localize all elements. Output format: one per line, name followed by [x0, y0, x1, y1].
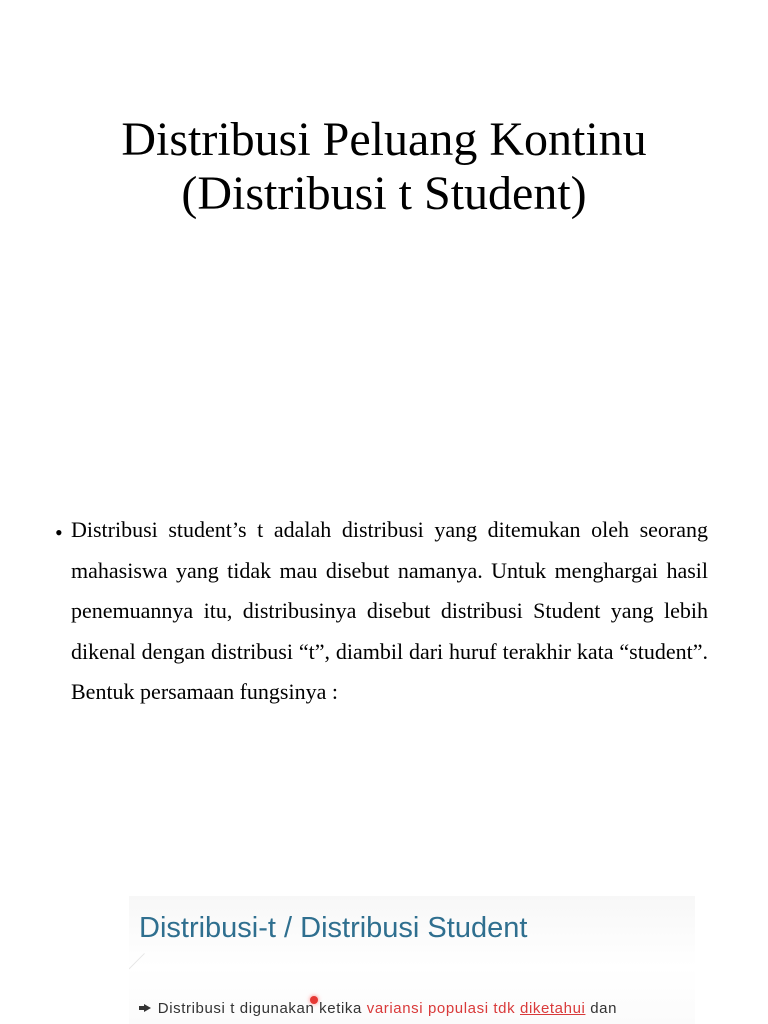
arrow-bullet-icon: [144, 1004, 151, 1012]
embedded-highlight-2: diketahui: [520, 1000, 586, 1017]
embedded-text-part-2: dan: [585, 1000, 618, 1017]
embedded-text-part-1: Distribusi t digunakan ketika: [157, 1000, 367, 1017]
slide-corner-mark: [129, 953, 160, 985]
slide-title: [0, 113, 768, 221]
slide-title-line-2: (Distribusi t Student): [181, 167, 587, 220]
bullet-icon: •: [55, 520, 63, 545]
embedded-slide-bullet-line: [139, 1000, 695, 1017]
embedded-highlight-1: variansi populasi tdk: [366, 1000, 520, 1017]
slide-title-line-1: Distribusi Peluang Kontinu: [121, 113, 647, 166]
embedded-slide-image: [129, 896, 695, 1024]
body-paragraph: Distribusi student’s t adalah distribusi yang ditemukan oleh seorang mahasiswa yang tidak mau disebut namanya. Untuk menghargai hasil penemuannya itu, distribusinya disebut distribusi Student yang lebih dikenal dengan distribusi “t”, diambil dari huruf terakhir kata “student”. Bentuk persamaan fungsinya :: [71, 517, 708, 704]
embedded-slide-title: Distribusi-t / Distribusi Student: [139, 912, 528, 944]
